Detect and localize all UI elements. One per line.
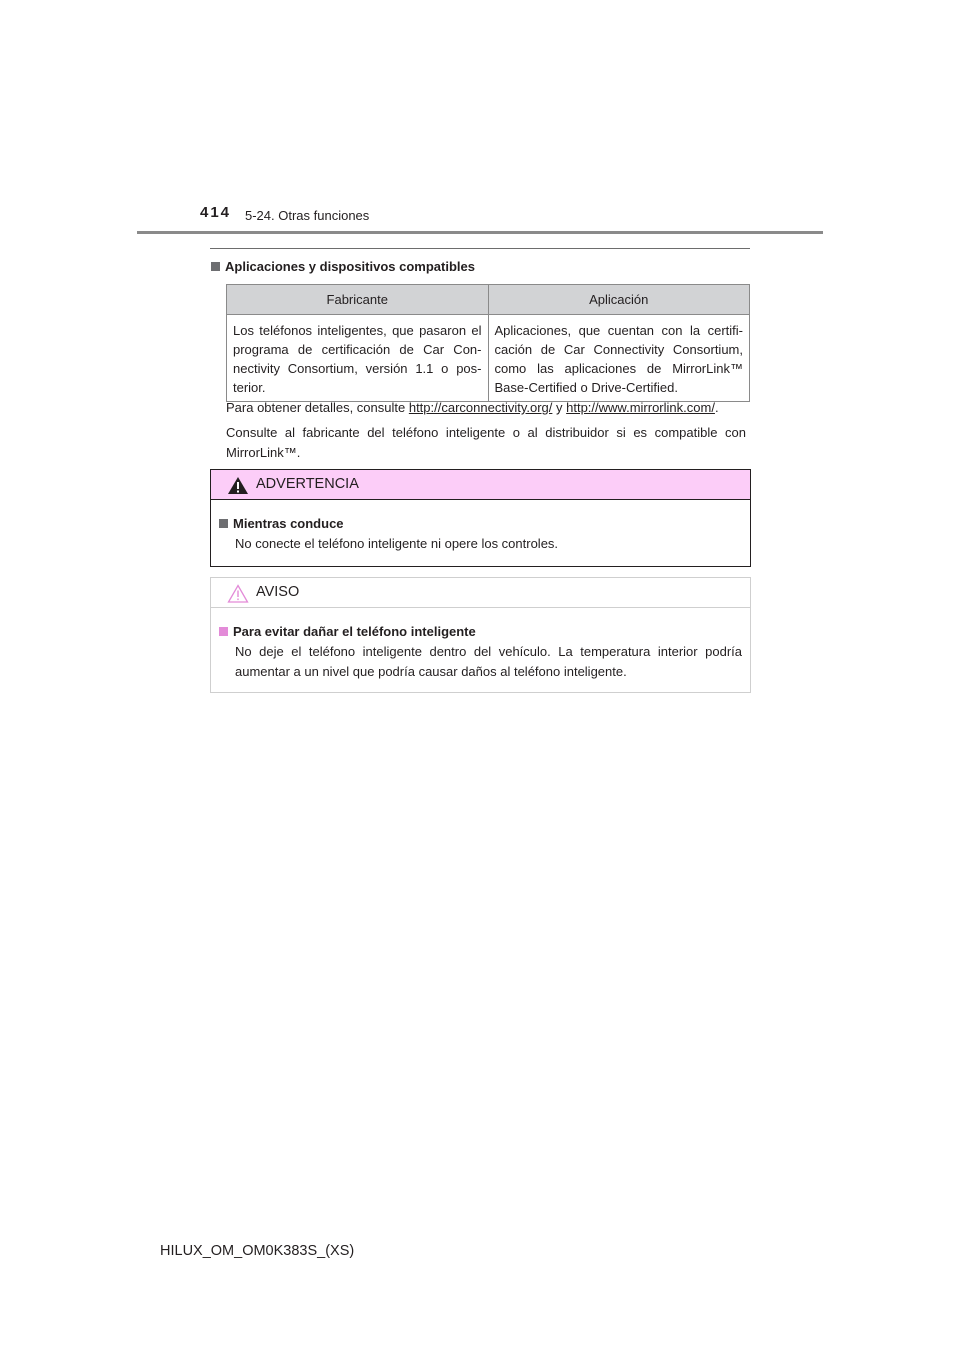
square-bullet-icon bbox=[211, 262, 220, 271]
details-paragraph bbox=[226, 398, 746, 418]
warning-triangle-icon bbox=[227, 476, 249, 495]
square-bullet-icon bbox=[219, 519, 228, 528]
notice-text: No deje el teléfono inteligente dentro del vehículo. La temperatura interior podría aumentar a un nivel que podría causar daños al teléfono inteligente. bbox=[235, 644, 742, 679]
column-header-manufacturer: Fabricante bbox=[227, 285, 489, 315]
mirrorlink-link[interactable]: http://www.mirrorlink.com/ bbox=[566, 400, 715, 415]
carconnectivity-link[interactable]: http://carconnectivity.org/ bbox=[408, 400, 553, 415]
notice-header bbox=[211, 578, 750, 608]
warning-box bbox=[210, 469, 751, 567]
header-rule bbox=[137, 231, 823, 234]
subsection-heading-text: Aplicaciones y dispositivos compatibles bbox=[225, 259, 475, 274]
table-cell-manufacturer: Los teléfonos inteligentes, que pasaron el programa de certificación de Car Con-nectivity Consortium, versión 1.1 o pos-terior. bbox=[227, 315, 489, 402]
section-rule bbox=[210, 248, 750, 249]
details-prefix: Para obtener detalles, consulte bbox=[226, 400, 409, 415]
document-footer: HILUX_OM_OM0K383S_(XS) bbox=[160, 1243, 355, 1259]
notice-heading bbox=[219, 622, 742, 642]
table-cell-application: Aplicaciones, que cuentan con la certifi-cación de Car Connectivity Consortium, como las aplicaciones de MirrorLink™ Base-Certified o Drive-Certified. bbox=[488, 315, 750, 402]
details-suffix: . bbox=[714, 400, 719, 415]
consult-paragraph: Consulte al fabricante del teléfono inteligente o al distribuidor si es compatible con MirrorLink™. bbox=[226, 425, 746, 460]
warning-body bbox=[211, 500, 750, 566]
table-row bbox=[227, 315, 750, 402]
warning-header bbox=[211, 470, 750, 500]
details-joiner: y bbox=[552, 400, 567, 415]
square-bullet-icon bbox=[219, 627, 228, 636]
warning-heading bbox=[219, 514, 742, 534]
compatibility-table bbox=[226, 284, 750, 402]
table-header-row bbox=[227, 285, 750, 315]
notice-title: AVISO bbox=[256, 584, 300, 600]
notice-heading-text: Para evitar dañar el teléfono inteligente bbox=[233, 624, 476, 639]
page-number: 414 bbox=[200, 204, 232, 221]
subsection-heading bbox=[211, 259, 475, 274]
notice-box bbox=[210, 577, 751, 693]
warning-title: ADVERTENCIA bbox=[256, 476, 359, 492]
warning-heading-text: Mientras conduce bbox=[233, 516, 344, 531]
caution-triangle-icon bbox=[227, 584, 249, 603]
section-title: 5-24. Otras funciones bbox=[245, 208, 370, 223]
column-header-application: Aplicación bbox=[488, 285, 750, 315]
notice-body bbox=[211, 608, 750, 694]
warning-text: No conecte el teléfono inteligente ni opere los controles. bbox=[235, 536, 559, 551]
